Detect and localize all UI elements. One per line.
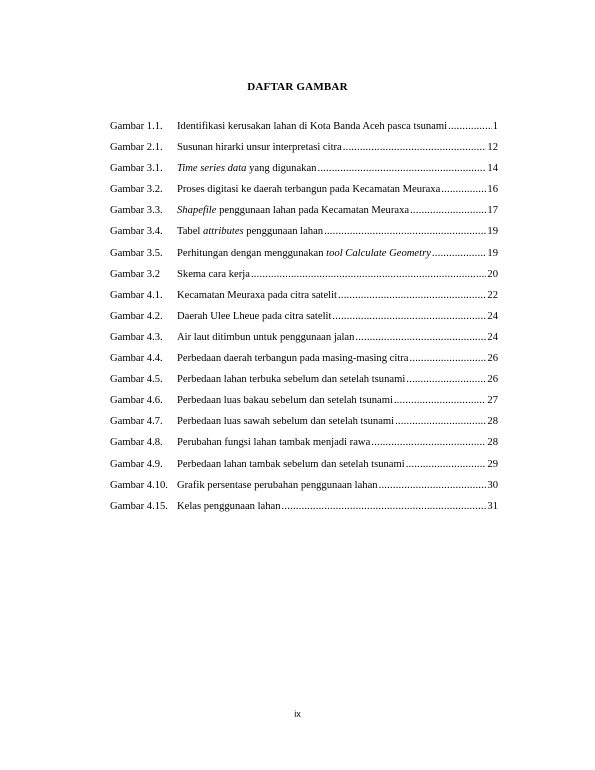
figure-number: Gambar 3.3. [110, 205, 163, 217]
figure-entry[interactable] [110, 480, 498, 501]
figure-number: Gambar 2.1. [110, 142, 163, 154]
dot-leader [410, 205, 486, 216]
dot-leader [332, 311, 486, 322]
caption-text: Perbedaan lahan tambak sebelum dan setelah tsunami [177, 458, 405, 470]
figure-caption [177, 290, 337, 301]
figure-caption [177, 374, 405, 385]
figure-number: Gambar 4.3. [110, 331, 163, 343]
figure-number: Gambar 4.8. [110, 437, 163, 449]
caption-text: Perbedaan daerah terbangun pada masing-masing citra [177, 353, 409, 365]
page-number: ix [294, 709, 301, 719]
caption-text: Identifikasi kerusakan lahan di Kota Banda Aceh pasca tsunami [177, 121, 448, 132]
figure-page-number: 27 [487, 395, 498, 407]
figure-number: Gambar 3.4. [110, 226, 163, 238]
dot-leader [355, 332, 486, 343]
figure-page-number: 24 [487, 331, 498, 343]
dot-leader [282, 501, 487, 512]
figure-number: Gambar 4.2. [110, 310, 163, 322]
dot-leader [371, 437, 486, 448]
figure-entry[interactable] [110, 353, 498, 374]
figure-page-number: 19 [487, 226, 498, 238]
figure-page-number: 19 [487, 247, 498, 259]
figure-page-number: 12 [487, 142, 498, 154]
figure-entry[interactable] [110, 163, 498, 184]
figure-number: Gambar 3.1. [110, 163, 163, 175]
figure-number: Gambar 4.10. [110, 479, 168, 491]
figure-page-number: 14 [487, 163, 498, 175]
dot-leader [379, 480, 487, 491]
figure-caption [177, 311, 331, 322]
caption-text: Air laut ditimbun untuk penggunaan jalan [177, 331, 355, 343]
figure-entry[interactable] [110, 332, 498, 353]
figure-entry[interactable] [110, 290, 498, 311]
dot-leader [406, 374, 486, 385]
figure-page-number: 30 [487, 479, 498, 491]
caption-text: Kelas penggunaan lahan [177, 500, 281, 512]
figure-entry[interactable] [110, 501, 498, 522]
figure-caption [177, 226, 323, 237]
figure-caption [177, 184, 440, 195]
figure-page-number: 31 [487, 500, 498, 512]
figure-caption [177, 248, 431, 259]
figure-caption [177, 205, 409, 216]
dot-leader [338, 290, 486, 301]
caption-italic-text: tool Calculate Geometry [326, 247, 431, 259]
figure-caption [177, 501, 281, 512]
figure-number: Gambar 3.2. [110, 184, 163, 196]
figure-page-number: 29 [487, 458, 498, 470]
caption-text: Skema cara kerja [177, 268, 250, 280]
figure-entry[interactable] [110, 184, 498, 205]
figure-caption [177, 121, 447, 132]
figure-entry[interactable] [110, 226, 498, 247]
dot-leader [406, 459, 487, 470]
figure-entry[interactable] [110, 121, 498, 142]
dot-leader [410, 353, 487, 364]
figure-caption [177, 459, 405, 470]
caption-text: Kecamatan Meuraxa pada citra satelit [177, 289, 337, 301]
figure-page-number: 28 [487, 416, 498, 428]
figure-entry[interactable] [110, 269, 498, 290]
caption-text: Susunan hirarki unsur interpretasi citra [177, 142, 342, 154]
figure-caption [177, 395, 393, 406]
figure-number: Gambar 4.6. [110, 395, 163, 407]
dot-leader [448, 121, 492, 132]
figure-number: Gambar 3.2 [110, 268, 161, 280]
figure-page-number: 20 [487, 268, 498, 280]
figure-caption [177, 480, 378, 491]
dot-leader [432, 248, 487, 259]
dot-leader [317, 163, 486, 174]
figure-page-number: 24 [487, 310, 498, 322]
figure-caption [177, 163, 316, 174]
caption-text: penggunaan lahan pada Kecamatan Meuraxa [216, 205, 410, 217]
figure-entry[interactable] [110, 205, 498, 226]
figure-caption [177, 142, 342, 153]
caption-text: Perbedaan luas sawah sebelum dan setelah tsunami [177, 416, 395, 428]
dot-leader [395, 416, 486, 427]
dot-leader [324, 226, 486, 237]
figure-entry[interactable] [110, 248, 498, 269]
caption-text: Tabel [177, 226, 204, 238]
figure-page-number: 28 [487, 437, 498, 449]
caption-text: Proses digitasi ke daerah terbangun pada Kecamatan Meuraxa [177, 184, 441, 196]
figure-number: Gambar 4.15. [110, 500, 168, 512]
figure-entry[interactable] [110, 311, 498, 332]
figure-caption [177, 269, 250, 280]
figure-page-number: 17 [487, 205, 498, 217]
figure-caption [177, 353, 409, 364]
caption-italic-text: attributes [203, 226, 244, 238]
caption-text: Perbedaan lahan terbuka sebelum dan setelah tsunami [177, 374, 406, 386]
dot-leader [441, 184, 486, 195]
figure-caption [177, 332, 354, 343]
figure-number: Gambar 4.4. [110, 353, 163, 365]
figure-caption [177, 437, 370, 448]
list-of-figures [110, 121, 498, 522]
figure-number: Gambar 3.5. [110, 247, 163, 259]
caption-italic-text: Shapefile [177, 205, 217, 217]
figure-number: Gambar 1.1. [110, 121, 163, 132]
caption-text: Daerah Ulee Lheue pada citra satelit [177, 310, 332, 322]
figure-entry[interactable] [110, 395, 498, 416]
page-title: DAFTAR GAMBAR [247, 81, 348, 93]
figure-number: Gambar 4.5. [110, 374, 163, 386]
dot-leader [251, 269, 486, 280]
caption-text: Perbedaan luas bakau sebelum dan setelah tsunami [177, 395, 393, 407]
caption-text: Grafik persentase perubahan penggunaan lahan [177, 479, 378, 491]
dot-leader [343, 142, 487, 153]
figure-number: Gambar 4.1. [110, 289, 163, 301]
figure-number: Gambar 4.9. [110, 458, 163, 470]
caption-text: Perhitungan dengan menggunakan [177, 247, 327, 259]
figure-entry[interactable] [110, 142, 498, 163]
dot-leader [394, 395, 486, 406]
caption-text: yang digunakan [246, 163, 317, 175]
figure-entry[interactable] [110, 374, 498, 395]
figure-page-number: 1 [492, 121, 498, 132]
figure-caption [177, 416, 394, 427]
caption-text: Perubahan fungsi lahan tambak menjadi rawa [177, 437, 371, 449]
figure-entry[interactable] [110, 416, 498, 437]
figure-entry[interactable] [110, 437, 498, 458]
figure-page-number: 22 [487, 289, 498, 301]
figure-page-number: 26 [487, 353, 498, 365]
figure-page-number: 16 [487, 184, 498, 196]
figure-number: Gambar 4.7. [110, 416, 163, 428]
caption-italic-text: Time series data [177, 163, 247, 175]
caption-text: penggunaan lahan [243, 226, 324, 238]
figure-entry[interactable] [110, 459, 498, 480]
figure-page-number: 26 [487, 374, 498, 386]
